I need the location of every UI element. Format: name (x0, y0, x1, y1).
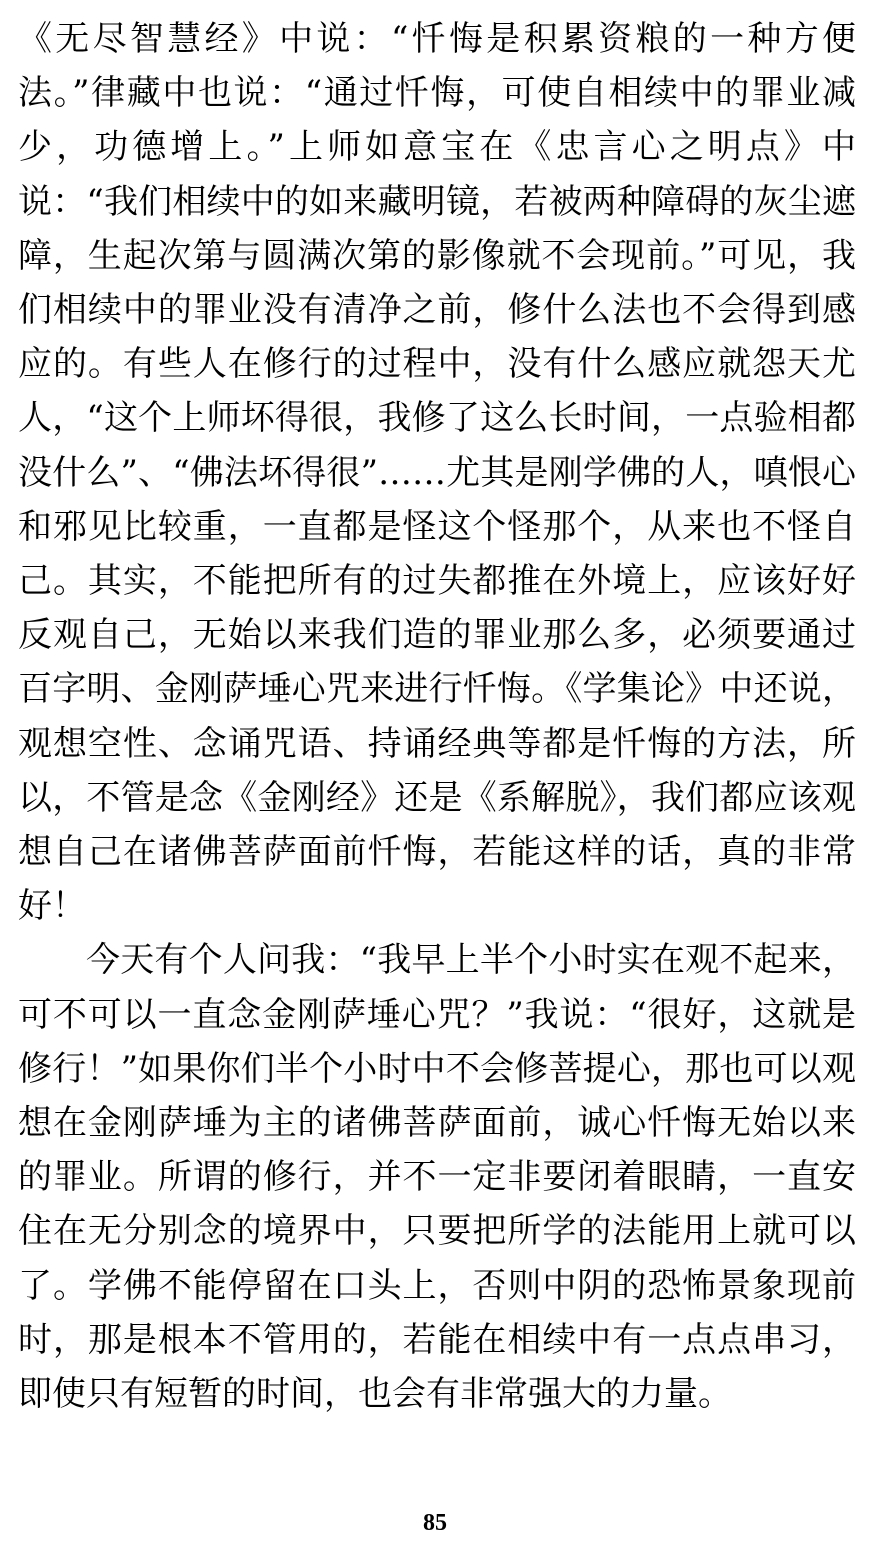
paragraph-1: 《无尽智慧经》中说：“忏悔是积累资粮的一种方便法。”律藏中也说：“通过忏悔，可使自相续中的罪业减少，功德增上。”上师如意宝在《忠言心之明点》中说：“我们相续中的如来藏明镜，若被两种障碍的灰尘遮障，生起次第与圆满次第的影像就不会现前。”可见，我们相续中的罪业没有清净之前，修什么法也不会得到感应的。有些人在修行的过程中，没有什么感应就怨天尤人，“这个上师坏得很，我修了这么长时间，一点验相都没什么”、“佛法坏得很”……尤其是刚学佛的人，嗔恨心和邪见比较重，一直都是怪这个怪那个，从来也不怪自己。其实，不能把所有的过失都推在外境上，应该好好反观自己，无始以来我们造的罪业那么多，必须要通过百字明、金刚萨埵心咒来进行忏悔。《学集论》中还说，观想空性、念诵咒语、持诵经典等都是忏悔的方法，所以，不管是念《金刚经》还是《系解脱》，我们都应该观想自己在诸佛菩萨面前忏悔，若能这样的话，真的非常好！ (18, 19, 856, 927)
body-text (18, 12, 856, 1421)
page-number: 85 (423, 1510, 447, 1536)
paragraph-2: 今天有个人问我：“我早上半个小时实在观不起来，可不可以一直念金刚萨埵心咒？”我说：“很好，这就是修行！”如果你们半个小时中不会修菩提心，那也可以观想在金刚萨埵为主的诸佛菩萨面前，诚心忏悔无始以来的罪业。所谓的修行，并不一定非要闭着眼睛，一直安住在无分别念的境界中，只要把所学的法能用上就可以了。学佛不能停留在口头上，否则中阴的恐怖景象现前时，那是根本不管用的，若能在相续中有一点点串习，即使只有短暂的时间，也会有非常强大的力量。 (18, 940, 856, 1415)
